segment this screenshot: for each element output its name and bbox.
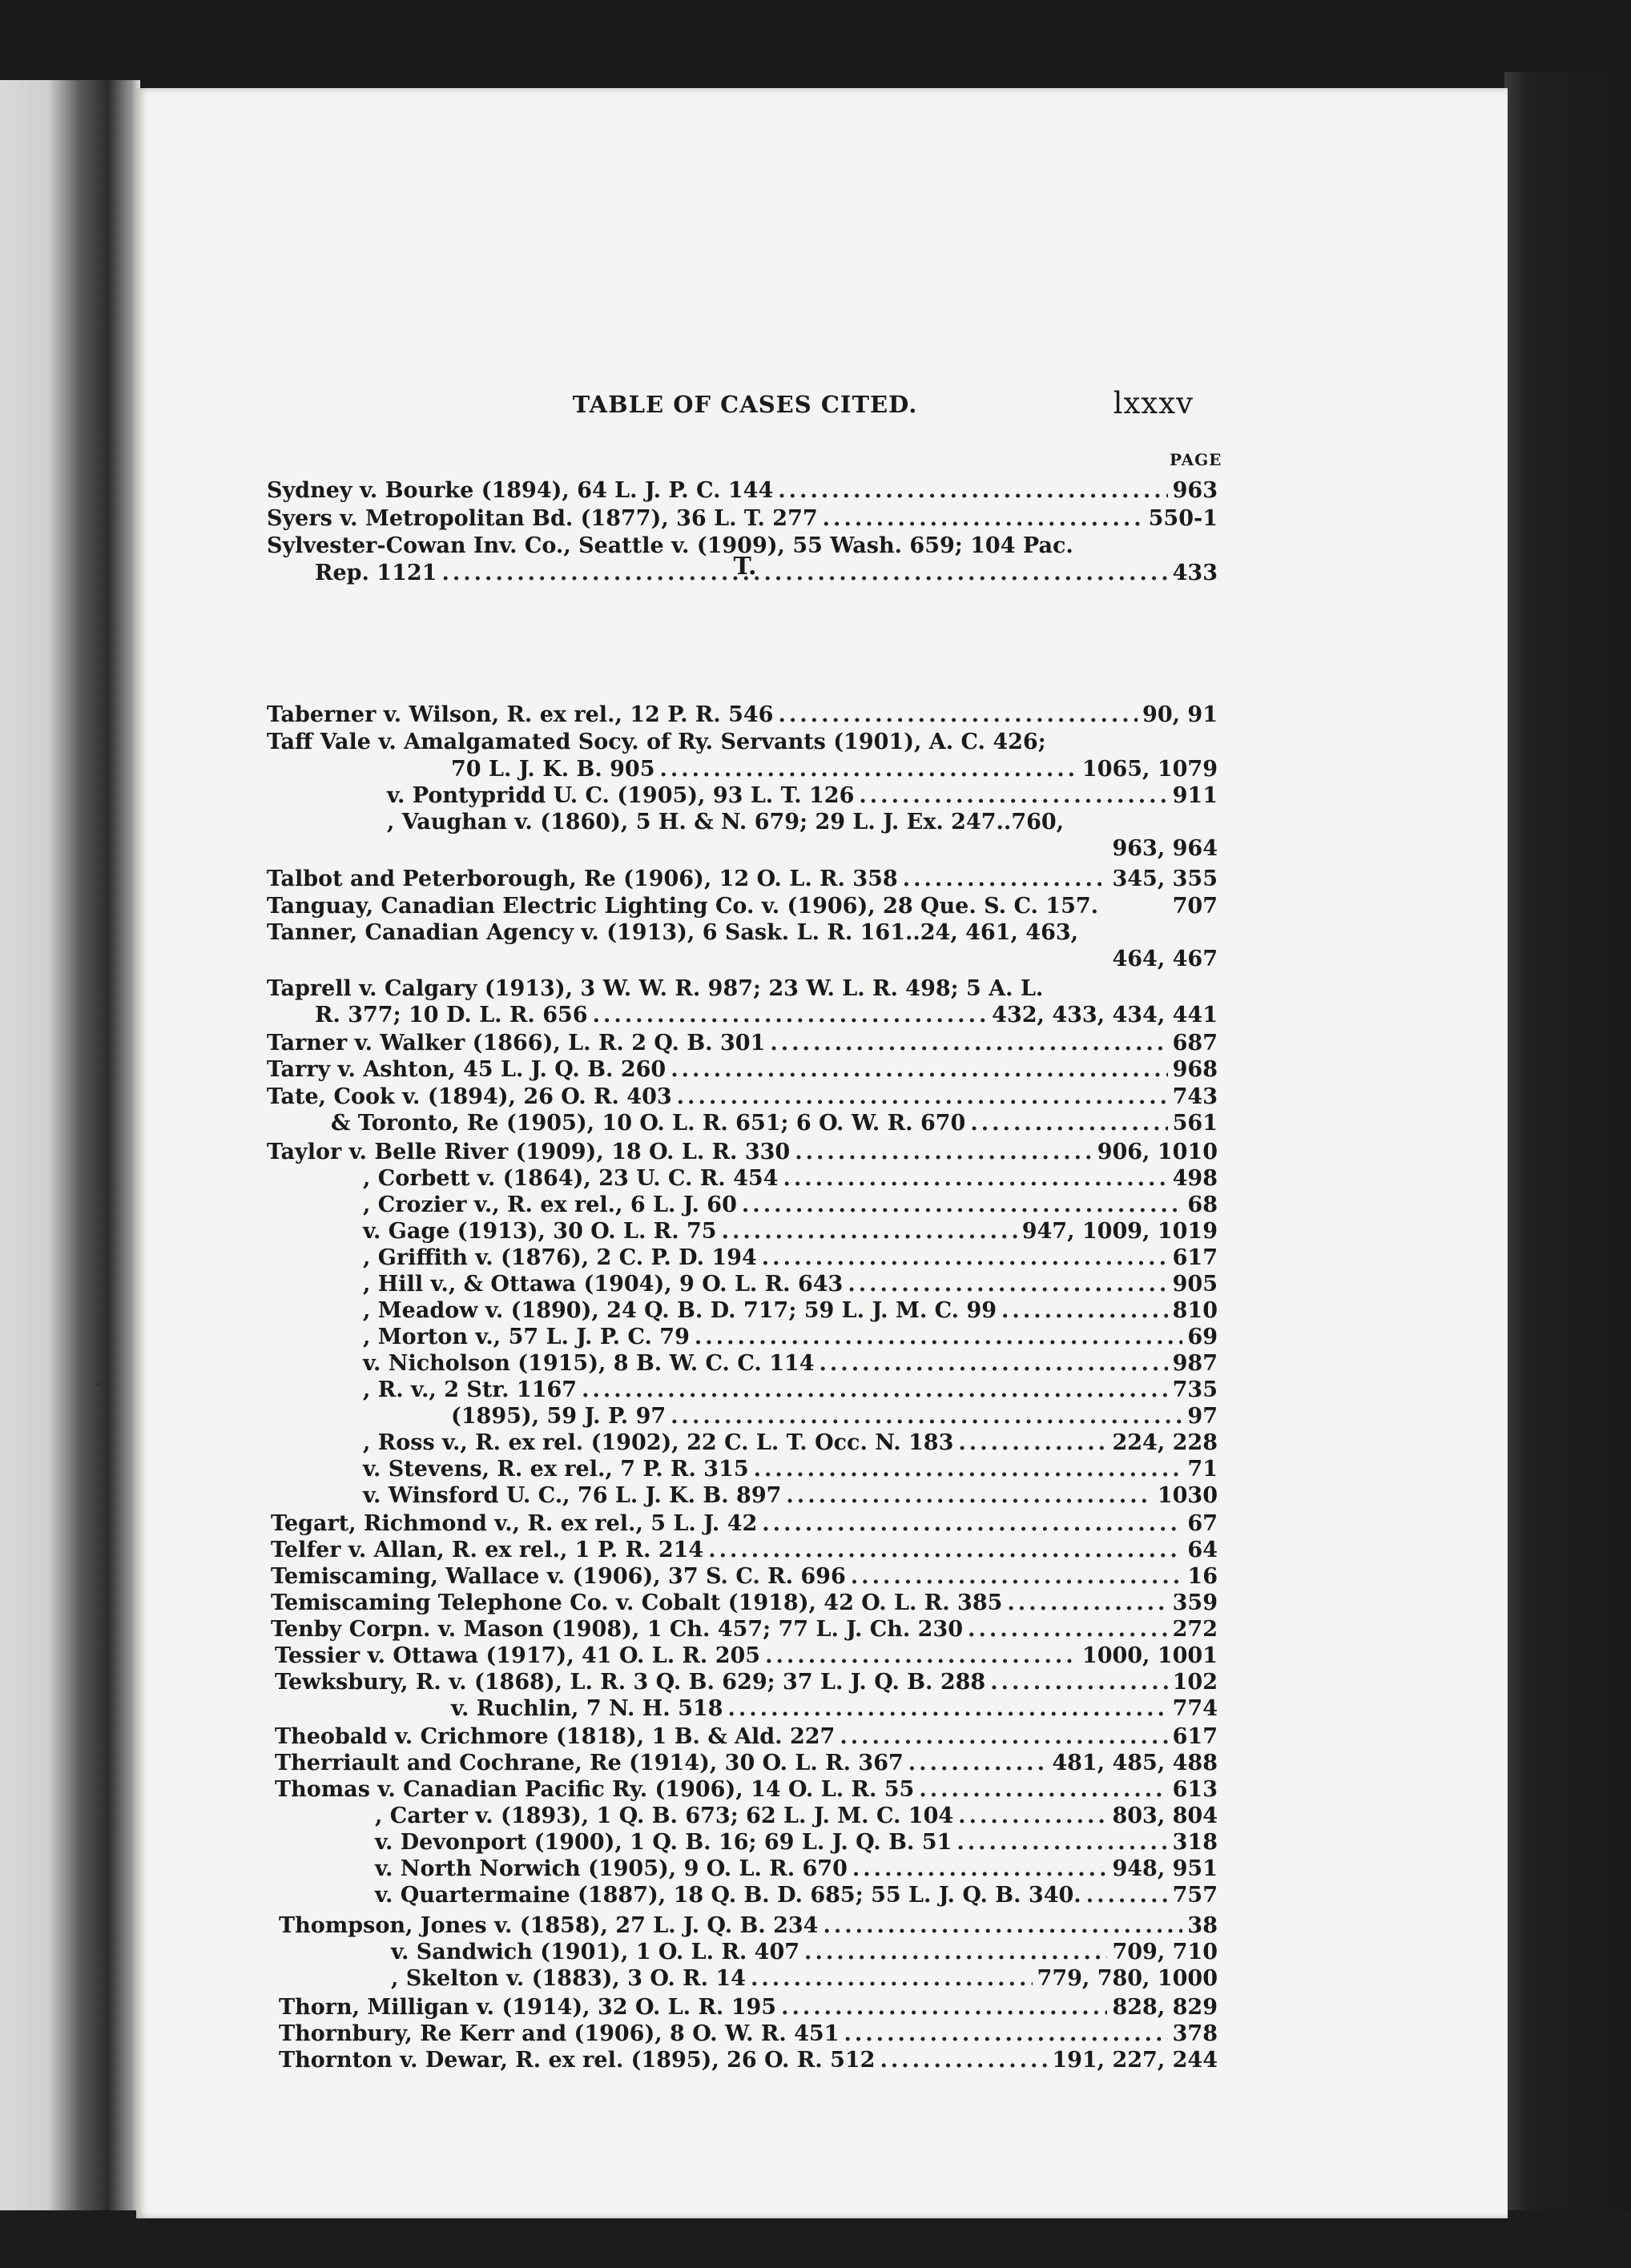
page-references: 613	[1172, 1777, 1218, 1802]
case-entry	[267, 506, 1218, 532]
case-citation: Telfer v. Allan, R. ex rel., 1 P. R. 214	[271, 1538, 704, 1562]
case-entry	[375, 1804, 1218, 1829]
page-references: 987	[1172, 1351, 1218, 1376]
page-references: 481, 485, 488	[1052, 1751, 1218, 1775]
case-citation: Temiscaming, Wallace v. (1906), 37 S. C. R. 696	[271, 1564, 846, 1589]
case-entry	[267, 920, 1178, 946]
case-entry	[275, 1643, 1218, 1669]
case-entry	[275, 1670, 1218, 1695]
case-citation: , Meadow v. (1890), 24 Q. B. D. 717; 59 L. J. M. C. 99	[363, 1298, 997, 1323]
case-citation: Tessier v. Ottawa (1917), 41 O. L. R. 205	[275, 1643, 761, 1668]
dot-leader	[742, 1192, 1183, 1217]
dot-leader	[840, 1724, 1167, 1749]
case-entry	[363, 1483, 1218, 1509]
dot-leader	[851, 1564, 1183, 1589]
dot-leader	[762, 1511, 1182, 1536]
dot-leader	[695, 1325, 1183, 1349]
page-column-heading: PAGE	[1170, 450, 1222, 469]
dot-leader	[919, 1777, 1167, 1802]
case-citation: v. Nicholson (1915), 8 B. W. C. C. 114	[363, 1351, 815, 1376]
page-references: 911	[1172, 783, 1218, 808]
page-references: 906, 1010	[1097, 1140, 1218, 1164]
running-header	[136, 386, 1508, 426]
case-citation: Tanguay, Canadian Electric Lighting Co. v. (1906), 28 Que. S. C. 157.	[267, 894, 1099, 919]
page-references: 68	[1187, 1192, 1218, 1217]
case-entry	[363, 1457, 1218, 1482]
case-entry	[391, 1940, 1218, 1965]
case-entry	[363, 1245, 1218, 1271]
case-entry	[363, 1192, 1218, 1218]
case-entry	[363, 1272, 1218, 1297]
page-references: 779, 780, 1000	[1037, 1966, 1218, 1991]
dot-leader	[903, 867, 1108, 891]
page-references: 735	[1172, 1377, 1218, 1402]
case-citation: v. Pontypridd U. C. (1905), 93 L. T. 126	[387, 783, 855, 808]
page-references: 905	[1172, 1272, 1218, 1297]
case-citation: Tate, Cook v. (1894), 26 O. R. 403	[267, 1084, 672, 1109]
case-citation: (1895), 59 J. P. 97	[451, 1404, 666, 1429]
dot-leader	[722, 1219, 1017, 1244]
case-citation: , R. v., 2 Str. 1167	[363, 1377, 578, 1402]
page-references: 803, 804	[1112, 1804, 1218, 1828]
case-entry	[275, 1751, 1218, 1776]
page-references: 359	[1172, 1590, 1218, 1615]
page-references: 16	[1187, 1564, 1218, 1589]
case-entry	[279, 1995, 1218, 2021]
dot-leader	[762, 1245, 1168, 1270]
book-edge-right	[1504, 72, 1631, 2226]
page-references: 69	[1187, 1325, 1218, 1349]
case-citation: 70 L. J. K. B. 905	[451, 757, 655, 782]
case-citation: Tenby Corpn. v. Mason (1908), 1 Ch. 457; 77 L. J. Ch. 230	[271, 1617, 964, 1642]
page-references: 71	[1187, 1457, 1218, 1482]
page-references: 102	[1172, 1670, 1218, 1695]
case-citation: v. Quartermaine (1887), 18 Q. B. D. 685; 55 L. J. Q. B. 340.	[375, 1883, 1081, 1908]
case-entry	[271, 1538, 1218, 1563]
page-references: 90, 91	[1142, 702, 1218, 727]
case-entry	[363, 1166, 1218, 1192]
case-citation: , Corbett v. (1864), 23 U. C. R. 454	[363, 1166, 779, 1191]
section-letter-heading: T.	[733, 553, 757, 581]
case-citation: , Skelton v. (1883), 3 O. R. 14	[391, 1966, 746, 1991]
dot-leader	[990, 1670, 1167, 1695]
case-entry	[387, 783, 1218, 809]
page-references: 810	[1172, 1298, 1218, 1323]
page-references: 1065, 1079	[1081, 757, 1218, 782]
page-references: 432, 433, 434, 441	[992, 1003, 1218, 1027]
case-entry	[387, 810, 1194, 835]
page-references: 963	[1172, 478, 1218, 503]
case-citation: , Crozier v., R. ex rel., 6 L. J. 60	[363, 1192, 737, 1217]
page-references: 1030	[1157, 1483, 1218, 1508]
case-entry	[315, 561, 1218, 586]
dot-leader	[859, 783, 1167, 808]
case-entry	[937, 836, 1218, 862]
page-references: 963, 964	[1112, 836, 1218, 861]
case-citation: Syers v. Metropolitan Bd. (1877), 36 L. T. 277	[267, 506, 818, 531]
page-references: 498	[1172, 1166, 1218, 1191]
book-page	[136, 88, 1508, 2218]
case-citation: Temiscaming Telephone Co. v. Cobalt (1918), 42 O. L. R. 385	[271, 1590, 1003, 1615]
case-citation: , Hill v., & Ottawa (1904), 9 O. L. R. 643	[363, 1272, 844, 1297]
case-entry	[267, 894, 1218, 919]
dot-leader	[823, 1913, 1182, 1938]
case-citation: Taff Vale v. Amalgamated Socy. of Ry. Servants (1901), A. C. 426;	[267, 730, 1046, 754]
dot-leader	[970, 1111, 1167, 1136]
scan-background-top	[0, 0, 1631, 96]
case-entry	[363, 1351, 1218, 1377]
case-entry	[267, 1057, 1218, 1083]
page-references: 709, 710	[1112, 1940, 1218, 1964]
dot-leader	[708, 1538, 1182, 1562]
case-entry	[279, 1913, 1218, 1939]
dot-leader	[804, 1940, 1107, 1964]
case-entry	[267, 1084, 1218, 1110]
dot-leader	[823, 506, 1144, 531]
page-references: 757	[1172, 1883, 1218, 1908]
page-references: 1000, 1001	[1081, 1643, 1218, 1668]
dot-leader	[781, 1995, 1107, 2020]
page-references: 948, 951	[1112, 1856, 1218, 1881]
case-entry	[267, 1031, 1218, 1056]
page-references: 433	[1172, 561, 1218, 585]
case-entry	[363, 1298, 1218, 1324]
page-number: lxxxv	[1113, 386, 1194, 420]
dot-leader	[1086, 1883, 1168, 1908]
case-citation: Rep. 1121	[315, 561, 437, 585]
case-entry	[451, 1696, 1218, 1722]
case-entry	[279, 2048, 1218, 2073]
case-entry	[275, 1777, 1218, 1803]
dot-leader	[968, 1617, 1168, 1642]
page-references: 38	[1187, 1913, 1218, 1938]
case-citation: Thorn, Milligan v. (1914), 32 O. L. R. 195	[279, 1995, 777, 2020]
dot-leader	[671, 1057, 1167, 1082]
dot-leader	[671, 1404, 1182, 1429]
case-citation: v. Devonport (1900), 1 Q. B. 16; 69 L. J. Q. B. 51	[375, 1830, 952, 1855]
case-entry	[267, 478, 1218, 504]
case-citation: Thomas v. Canadian Pacific Ry. (1906), 14 O. L. R. 55	[275, 1777, 915, 1802]
dot-leader	[751, 1966, 1033, 1991]
page-references: 561	[1172, 1111, 1218, 1136]
case-entry	[267, 1140, 1218, 1165]
case-citation: & Toronto, Re (1905), 10 O. L. R. 651; 6 O. W. R. 670	[331, 1111, 966, 1136]
facing-page-edge	[0, 80, 140, 2226]
case-citation: Talbot and Peterborough, Re (1906), 12 O. L. R. 358	[267, 867, 898, 891]
page-references: 617	[1172, 1724, 1218, 1749]
dot-leader	[770, 1031, 1167, 1056]
case-entry	[375, 1883, 1218, 1908]
case-citation: Thompson, Jones v. (1858), 27 L. J. Q. B. 234	[279, 1913, 819, 1938]
dot-leader	[783, 1166, 1167, 1191]
page-references: 378	[1172, 2021, 1218, 2046]
case-entry	[271, 1511, 1218, 1537]
dot-leader	[727, 1696, 1167, 1721]
case-entry	[275, 1724, 1218, 1750]
case-citation: , Griffith v. (1876), 2 C. P. D. 194	[363, 1245, 757, 1270]
case-citation: v. Stevens, R. ex rel., 7 P. R. 315	[363, 1457, 749, 1482]
running-title: TABLE OF CASES CITED.	[572, 391, 918, 418]
case-citation: Tarner v. Walker (1866), L. R. 2 Q. B. 301	[267, 1031, 766, 1056]
page-references: 617	[1172, 1245, 1218, 1270]
page-references: 464, 467	[1112, 947, 1218, 971]
page-references: 224, 228	[1112, 1430, 1218, 1455]
case-entry	[267, 976, 1178, 1002]
margin-mark	[96, 1383, 103, 1385]
dot-leader	[908, 1751, 1048, 1775]
dot-leader	[593, 1003, 988, 1027]
page-references: 707	[1172, 894, 1218, 919]
page-references: 968	[1172, 1057, 1218, 1082]
dot-leader	[754, 1457, 1183, 1482]
case-citation: Tegart, Richmond v., R. ex rel., 5 L. J. 42	[271, 1511, 758, 1536]
page-references: 550-1	[1148, 506, 1218, 531]
case-entry	[363, 1325, 1218, 1350]
case-citation: Theobald v. Crichmore (1818), 1 B. & Ald. 227	[275, 1724, 836, 1749]
dot-leader	[844, 2021, 1167, 2046]
case-citation: Therriault and Cochrane, Re (1914), 30 O. L. R. 367	[275, 1751, 904, 1775]
case-entry	[271, 1564, 1218, 1590]
dot-leader	[765, 1643, 1077, 1668]
scan-background-bottom	[0, 2210, 1631, 2268]
case-citation: Thornbury, Re Kerr and (1906), 8 O. W. R. 451	[279, 2021, 840, 2046]
case-entry	[267, 702, 1218, 728]
dot-leader	[880, 2048, 1047, 2073]
case-entry	[953, 947, 1218, 972]
case-entry	[451, 1404, 1218, 1430]
case-entry	[331, 1111, 1218, 1136]
dot-leader	[956, 1830, 1167, 1855]
case-citation: , Carter v. (1893), 1 Q. B. 673; 62 L. J. M. C. 104	[375, 1804, 954, 1828]
case-entry	[267, 730, 1194, 755]
case-entry	[267, 533, 1170, 559]
case-entry	[363, 1430, 1218, 1456]
dot-leader	[848, 1272, 1167, 1297]
case-citation: v. North Norwich (1905), 9 O. L. R. 670	[375, 1856, 848, 1881]
dot-leader	[795, 1140, 1092, 1164]
page-references: 191, 227, 244	[1052, 2048, 1218, 2073]
dot-leader	[677, 1084, 1168, 1109]
dot-leader	[778, 702, 1138, 727]
case-citation: , Morton v., 57 L. J. P. C. 79	[363, 1325, 690, 1349]
page-references: 345, 355	[1112, 867, 1218, 891]
page-references: 318	[1172, 1830, 1218, 1855]
case-citation: , Ross v., R. ex rel. (1902), 22 C. L. T. Occ. N. 183	[363, 1430, 954, 1455]
dot-leader	[1001, 1298, 1168, 1323]
dot-leader	[659, 757, 1077, 782]
page-references: 743	[1172, 1084, 1218, 1109]
dot-leader	[441, 561, 1167, 585]
case-citation: , Vaughan v. (1860), 5 H. & N. 679; 29 L. J. Ex. 247..760,	[387, 810, 1065, 834]
case-citation: Tarry v. Ashton, 45 L. J. Q. B. 260	[267, 1057, 666, 1082]
page-references: 64	[1187, 1538, 1218, 1562]
page-references: 97	[1187, 1404, 1218, 1429]
page-references: 272	[1172, 1617, 1218, 1642]
case-citation: v. Winsford U. C., 76 L. J. K. B. 897	[363, 1483, 782, 1508]
case-entry	[271, 1617, 1218, 1643]
case-citation: Sydney v. Bourke (1894), 64 L. J. P. C. 144	[267, 478, 774, 503]
case-citation: R. 377; 10 D. L. R. 656	[315, 1003, 588, 1027]
case-entry	[451, 757, 1218, 782]
dot-leader	[852, 1856, 1108, 1881]
dot-leader	[1007, 1590, 1167, 1615]
case-entry	[279, 2021, 1218, 2047]
dot-leader	[820, 1351, 1168, 1376]
dot-leader	[786, 1483, 1152, 1508]
case-entry	[271, 1590, 1218, 1616]
case-entry	[363, 1377, 1218, 1403]
case-citation: v. Gage (1913), 30 O. L. R. 75	[363, 1219, 717, 1244]
case-citation: v. Ruchlin, 7 N. H. 518	[451, 1696, 723, 1721]
page-references: 828, 829	[1112, 1995, 1218, 2020]
page-references: 774	[1172, 1696, 1218, 1721]
page-references: 687	[1172, 1031, 1218, 1056]
case-entry	[375, 1830, 1218, 1856]
dot-leader	[958, 1804, 1107, 1828]
case-citation: Tewksbury, R. v. (1868), L. R. 3 Q. B. 629; 37 L. J. Q. B. 288	[275, 1670, 986, 1695]
case-citation: Taberner v. Wilson, R. ex rel., 12 P. R. 546	[267, 702, 774, 727]
page-references: 947, 1009, 1019	[1021, 1219, 1218, 1244]
case-citation: Sylvester-Cowan Inv. Co., Seattle v. (1909), 55 Wash. 659; 104 Pac.	[267, 533, 1073, 558]
case-entry	[267, 867, 1218, 892]
page-references: 67	[1187, 1511, 1218, 1536]
case-entry	[375, 1856, 1218, 1882]
case-citation: v. Sandwich (1901), 1 O. L. R. 407	[391, 1940, 800, 1964]
dot-leader	[958, 1430, 1107, 1455]
case-citation: Thornton v. Dewar, R. ex rel. (1895), 26 O. R. 512	[279, 2048, 876, 2073]
case-citation: Taprell v. Calgary (1913), 3 W. W. R. 987; 23 W. L. R. 498; 5 A. L.	[267, 976, 1044, 1001]
case-entry	[363, 1219, 1218, 1245]
case-citation: Tanner, Canadian Agency v. (1913), 6 Sask. L. R. 161..24, 461, 463,	[267, 920, 1079, 945]
case-citation: Taylor v. Belle River (1909), 18 O. L. R. 330	[267, 1140, 791, 1164]
case-entry	[315, 1003, 1218, 1028]
dot-leader	[778, 478, 1167, 503]
case-entry	[391, 1966, 1218, 1992]
dot-leader	[582, 1377, 1168, 1402]
